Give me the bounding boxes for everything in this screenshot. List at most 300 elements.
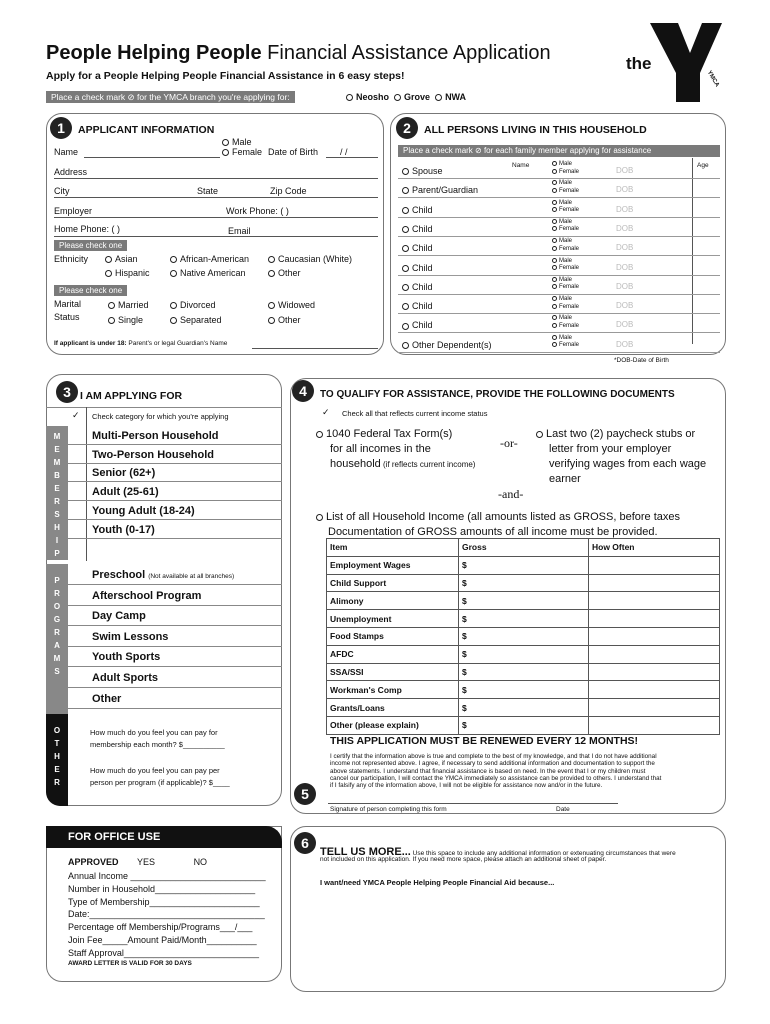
sidebar-letter: I	[55, 536, 59, 545]
sidebar-letter: E	[54, 765, 60, 774]
membership-option[interactable]	[68, 426, 282, 445]
section-1-title: APPLICANT INFORMATION	[78, 124, 215, 136]
member-female-radio[interactable]	[552, 265, 557, 270]
gender-male-label: Male	[232, 137, 252, 147]
signature-label: Signature of person completing this form	[330, 806, 447, 813]
page-title-rest: Financial Assistance Application	[261, 42, 551, 64]
certification-line: above statements. I understand that financial assistance is based on need. In the event that I or my children must	[330, 767, 646, 775]
program-option[interactable]	[68, 688, 282, 709]
office-field[interactable]: Type of Membership______________________	[68, 896, 260, 907]
eth-caucasian-label: Caucasian (White)	[278, 254, 353, 264]
dob-separator: / /	[340, 147, 348, 157]
program-option[interactable]	[68, 564, 282, 585]
sidebar-letter: M	[53, 432, 61, 441]
section-6-text2: not included on this application. If you need more space, please attach an additional sheet of paper.	[320, 856, 607, 863]
member-label: Child	[412, 223, 433, 234]
pay-program-q1: How much do you feel you can pay per	[90, 766, 220, 775]
certification-line: if I falsify any of the information above, I will not be eligible for assistance now and/or in the future.	[330, 782, 603, 790]
income-item: Grants/Loans	[327, 699, 459, 717]
signature-field[interactable]	[328, 803, 618, 804]
income-gross-cell[interactable]: $	[459, 574, 589, 592]
income-gross-cell[interactable]: $	[459, 627, 589, 645]
household-member	[402, 301, 433, 311]
member-female-radio[interactable]	[552, 246, 557, 251]
member-check-radio[interactable]	[402, 187, 409, 194]
state-label: State	[197, 186, 219, 196]
member-male-radio[interactable]	[552, 180, 557, 185]
doc-tax-l3: household	[330, 458, 381, 470]
mar-other-radio[interactable]	[268, 317, 275, 324]
section-3-title: I AM APPLYING FOR	[80, 390, 183, 402]
member-check-radio[interactable]	[402, 284, 409, 291]
income-how-often-cell[interactable]	[589, 556, 720, 574]
section-4-number: 4	[292, 380, 314, 402]
member-female-radio[interactable]	[552, 207, 557, 212]
member-label: Child	[412, 320, 433, 331]
income-item: Alimony	[327, 592, 459, 610]
section-3-hint: Check category for which you're applying	[92, 412, 229, 421]
sidebar-letter: A	[54, 641, 60, 650]
program-option[interactable]	[68, 646, 282, 667]
member-male-label: Male	[559, 334, 573, 341]
member-gender	[552, 335, 579, 350]
office-approved-row	[68, 857, 207, 867]
member-male	[552, 180, 579, 188]
home-phone-label: Home Phone: ( )	[54, 224, 121, 234]
member-female-label: Female	[559, 245, 580, 252]
program-preschool	[92, 569, 234, 581]
member-female	[552, 304, 579, 312]
gender-male-radio[interactable]	[222, 139, 229, 146]
sidebar-letter: E	[54, 445, 60, 454]
eth-hispanic-radio[interactable]	[105, 270, 112, 277]
award-notice: AWARD LETTER IS VALID FOR 30 DAYS	[68, 960, 192, 967]
branch-nwa-radio[interactable]	[435, 94, 442, 101]
income-item: Child Support	[327, 574, 459, 592]
logo-ymca: YMCA	[705, 69, 720, 89]
member-check-radio[interactable]	[402, 303, 409, 310]
household-footnote: *DOB-Date of Birth	[614, 357, 669, 364]
branch-grove-radio[interactable]	[394, 94, 401, 101]
member-gender	[552, 238, 579, 253]
office-field[interactable]: Staff Approval___________________________	[68, 947, 260, 958]
program-option[interactable]	[68, 667, 282, 688]
guardian-field[interactable]	[252, 348, 378, 349]
office-field[interactable]: Percentage off Membership/Programs___/___	[68, 922, 253, 933]
household-list	[398, 160, 720, 350]
office-field[interactable]: Number in Household____________________	[68, 883, 256, 894]
member-check-radio[interactable]	[402, 265, 409, 272]
income-how-often-cell[interactable]	[589, 699, 720, 717]
member-female	[552, 323, 579, 331]
mar-widowed-label: Widowed	[278, 300, 316, 310]
dob-label: Date of Birth	[268, 147, 319, 157]
pay-program-q2[interactable]: person per program (if applicable)? $____	[90, 778, 230, 787]
membership-option[interactable]	[68, 445, 282, 464]
sidebar-letter: O	[53, 602, 61, 611]
income-how-often-cell[interactable]	[589, 627, 720, 645]
income-item: AFDC	[327, 645, 459, 663]
income-gross-cell[interactable]: $	[459, 663, 589, 681]
eth-asian-radio[interactable]	[105, 256, 112, 263]
income-gross-cell[interactable]: $	[459, 610, 589, 628]
branch-neosho-radio[interactable]	[346, 94, 353, 101]
applicant-gender	[222, 137, 262, 157]
member-female-label: Female	[559, 284, 580, 291]
section-2-number: 2	[396, 117, 418, 139]
office-field[interactable]: Join Fee_____Amount Paid/Month__________	[68, 934, 257, 945]
member-gender	[552, 258, 579, 273]
member-dob-placeholder[interactable]: DOB	[616, 281, 634, 291]
member-female-label: Female	[559, 207, 580, 214]
member-male-label: Male	[559, 161, 573, 168]
doc-paystubs-l1: Last two (2) paycheck stubs or	[546, 428, 696, 440]
sidebar-letter: R	[54, 778, 60, 787]
member-label: Child	[412, 262, 433, 273]
household-row	[398, 237, 720, 256]
sidebar-letter: H	[54, 523, 60, 532]
sidebar-letters	[46, 426, 68, 560]
sidebar-letter: M	[53, 458, 61, 467]
member-female-radio[interactable]	[552, 188, 557, 193]
program-option[interactable]	[68, 605, 282, 626]
member-male	[552, 219, 579, 227]
member-female-radio[interactable]	[552, 342, 557, 347]
certification-line: cancel our participation, I will contact the YMCA immediately so assistance can be provided to others. I understand that	[330, 774, 662, 782]
member-dob-placeholder[interactable]: DOB	[616, 243, 634, 253]
member-female-label: Female	[559, 187, 580, 194]
member-check-radio[interactable]	[402, 168, 409, 175]
section-6-textarea[interactable]	[320, 890, 716, 986]
certification-line: income not represented above. I agree, if necessary to send additional information and documentation to support the	[330, 760, 655, 768]
membership-option[interactable]	[68, 520, 282, 539]
certification-text	[330, 753, 661, 789]
member-female-radio[interactable]	[552, 284, 557, 289]
branch-nwa-label: NWA	[445, 92, 467, 102]
program-label: Youth Sports	[92, 651, 161, 664]
member-male-radio[interactable]	[552, 315, 557, 320]
member-female	[552, 284, 579, 292]
member-male-label: Male	[559, 296, 573, 303]
income-item: SSA/SSI	[327, 663, 459, 681]
eth-african-american-radio[interactable]	[170, 256, 177, 263]
member-label: Parent/Guardian	[412, 185, 479, 196]
member-female-radio[interactable]	[552, 169, 557, 174]
other-sidebar	[46, 714, 68, 806]
member-dob-placeholder[interactable]: DOB	[616, 262, 634, 272]
member-male-radio[interactable]	[552, 219, 557, 224]
member-gender	[552, 219, 579, 234]
income-row	[327, 645, 720, 663]
income-gross-cell[interactable]: $	[459, 716, 589, 734]
mar-separated-radio[interactable]	[170, 317, 177, 324]
member-male-radio[interactable]	[552, 238, 557, 243]
employer-field[interactable]	[54, 217, 378, 218]
member-dob-placeholder[interactable]: DOB	[616, 320, 634, 330]
eth-other	[268, 268, 301, 278]
program-label: Afterschool Program	[92, 589, 202, 602]
household-col-name: Name	[512, 162, 530, 169]
eth-asian-label: Asian	[115, 254, 138, 264]
member-female	[552, 246, 579, 254]
member-dob-placeholder[interactable]: DOB	[616, 223, 634, 233]
member-check-radio[interactable]	[402, 342, 409, 349]
household-col-age: Age	[697, 162, 709, 169]
section-4-checkmark: ✓	[322, 407, 330, 417]
program-label: Day Camp	[92, 610, 146, 623]
member-label: Child	[412, 243, 433, 254]
membership-label: Multi-Person Household	[92, 430, 219, 442]
income-row	[327, 627, 720, 645]
member-male-label: Male	[559, 257, 573, 264]
member-dob-placeholder[interactable]: DOB	[616, 166, 634, 175]
member-female	[552, 207, 579, 215]
member-male-label: Male	[559, 315, 573, 322]
employer-label: Employer	[54, 206, 93, 216]
eth-hispanic	[105, 268, 150, 278]
income-how-often-cell[interactable]	[589, 574, 720, 592]
member-gender	[552, 161, 579, 176]
phone-email-field[interactable]	[54, 236, 378, 237]
household-row	[398, 334, 720, 353]
income-row	[327, 716, 720, 734]
member-check-radio[interactable]	[402, 207, 409, 214]
member-male-radio[interactable]	[552, 258, 557, 263]
sidebar-letter: P	[54, 576, 60, 585]
office-no[interactable]: NO	[193, 857, 208, 867]
section-6-prompt: I want/need YMCA People Helping People Financial Aid because...	[320, 878, 555, 887]
member-male-label: Male	[559, 238, 573, 245]
sidebar-letter: O	[53, 726, 61, 735]
name-field[interactable]	[84, 157, 220, 158]
sidebar-letters	[46, 714, 68, 789]
sidebar-letter: T	[54, 739, 60, 748]
guardian-label-bold: If applicant is under 18:	[54, 340, 127, 347]
member-female	[552, 169, 579, 177]
membership-list	[68, 426, 282, 560]
membership-sidebar	[46, 426, 68, 560]
doc-income-radio[interactable]	[316, 514, 323, 521]
and-separator: -and-	[498, 487, 524, 501]
income-gross-cell[interactable]: $	[459, 556, 589, 574]
member-female-label: Female	[559, 168, 580, 175]
member-female	[552, 188, 579, 196]
eth-native-american-label: Native American	[180, 268, 246, 278]
member-female	[552, 226, 579, 234]
income-item: Workman's Comp	[327, 681, 459, 699]
household-member	[402, 243, 433, 253]
certification-line: I certify that the information above is true and complete to the best of my knowledge, and that I do not have additional	[330, 753, 657, 760]
guardian-label	[54, 340, 227, 347]
member-dob-placeholder[interactable]: DOB	[616, 301, 634, 311]
income-table	[326, 538, 720, 735]
branch-prompt: Place a check mark ⊘ for the YMCA branch you're applying for:	[46, 91, 295, 103]
date-label: Date	[556, 806, 570, 813]
program-option[interactable]	[68, 626, 282, 647]
member-male	[552, 161, 579, 169]
income-gross-cell[interactable]: $	[459, 645, 589, 663]
doc-paystubs-l3: verifying wages from each wage	[549, 458, 707, 470]
member-male	[552, 238, 579, 246]
eth-native-american	[170, 268, 246, 278]
member-female	[552, 265, 579, 273]
income-row	[327, 699, 720, 717]
mar-separated-label: Separated	[180, 315, 222, 325]
mar-married-radio[interactable]	[108, 302, 115, 309]
eth-native-american-radio[interactable]	[170, 270, 177, 277]
membership-option[interactable]	[68, 463, 282, 482]
income-gross-cell[interactable]: $	[459, 699, 589, 717]
ymca-logo	[620, 18, 730, 103]
income-col-item: Item	[327, 539, 459, 557]
sidebar-letter: R	[54, 589, 60, 598]
income-gross-cell[interactable]: $	[459, 592, 589, 610]
sidebar-letter: R	[54, 497, 60, 506]
member-dob-placeholder[interactable]: DOB	[616, 339, 634, 349]
mar-other-label: Other	[278, 315, 301, 325]
household-row-line	[398, 352, 720, 353]
household-member	[402, 224, 433, 234]
member-male-radio[interactable]	[552, 335, 557, 340]
member-female-radio[interactable]	[552, 323, 557, 328]
sidebar-letter: M	[53, 654, 61, 663]
income-col-gross: Gross	[459, 539, 589, 557]
pay-membership-q1: How much do you feel you can pay for	[90, 728, 218, 737]
member-label: Other Dependent(s)	[412, 339, 492, 350]
doc-income-l2: Documentation of GROSS amounts of all income must be provided.	[328, 526, 658, 538]
household-member	[402, 340, 492, 350]
income-how-often-cell[interactable]	[589, 716, 720, 734]
marital-label: Marital	[54, 299, 82, 309]
member-dob-placeholder[interactable]: DOB	[616, 204, 634, 214]
income-how-often-cell[interactable]	[589, 645, 720, 663]
income-row	[327, 592, 720, 610]
member-label: Child	[412, 281, 433, 292]
work-phone-label: Work Phone: ( )	[226, 206, 289, 216]
email-label: Email	[228, 226, 251, 236]
household-member	[402, 185, 478, 195]
member-gender	[552, 200, 579, 215]
member-male-radio[interactable]	[552, 200, 557, 205]
income-gross-cell[interactable]: $	[459, 681, 589, 699]
doc-option-income-list	[316, 510, 680, 540]
doc-option-paystubs	[536, 427, 706, 487]
household-member	[402, 282, 433, 292]
household-member	[402, 205, 433, 215]
status-label: Status	[54, 312, 80, 322]
program-label: Other	[92, 692, 122, 705]
income-how-often-cell[interactable]	[589, 663, 720, 681]
mar-married-label: Married	[118, 300, 149, 310]
member-male-radio[interactable]	[552, 277, 557, 282]
mar-single-radio[interactable]	[108, 317, 115, 324]
programs-list	[68, 564, 282, 714]
member-male-label: Male	[559, 199, 573, 206]
section-5-number: 5	[294, 783, 316, 805]
household-row	[398, 179, 720, 198]
dob-field[interactable]	[326, 157, 378, 158]
member-male-label: Male	[559, 180, 573, 187]
member-check-radio[interactable]	[402, 323, 409, 330]
member-female-radio[interactable]	[552, 226, 557, 231]
ethnicity-label: Ethnicity	[54, 254, 89, 264]
mar-other	[268, 315, 301, 325]
member-gender	[552, 315, 579, 330]
eth-other-radio[interactable]	[268, 270, 275, 277]
mar-widowed	[268, 300, 315, 310]
office-field[interactable]: Annual Income ___________________________	[68, 871, 266, 881]
section-2-title: ALL PERSONS LIVING IN THIS HOUSEHOLD	[424, 124, 647, 136]
eth-hispanic-label: Hispanic	[115, 268, 150, 278]
member-male-radio[interactable]	[552, 161, 557, 166]
member-check-radio[interactable]	[402, 226, 409, 233]
sidebar-letter: S	[54, 667, 60, 676]
income-row	[327, 610, 720, 628]
member-male-radio[interactable]	[552, 296, 557, 301]
office-yes[interactable]: YES	[137, 857, 156, 867]
office-lines	[68, 870, 266, 960]
section-6-text1: Use this space to include any additional information or extenuating circumstances that were	[410, 850, 676, 857]
income-row	[327, 574, 720, 592]
member-gender	[552, 296, 579, 311]
member-check-radio[interactable]	[402, 245, 409, 252]
doc-tax-l2: for all incomes in the	[330, 443, 431, 455]
mar-divorced-radio[interactable]	[170, 302, 177, 309]
mar-widowed-radio[interactable]	[268, 302, 275, 309]
sidebar-letter: S	[54, 510, 60, 519]
section-3-checkmark: ✓	[72, 410, 80, 420]
mar-divorced	[170, 300, 216, 310]
membership-label: Youth (0-17)	[92, 523, 155, 536]
mar-separated	[170, 315, 222, 325]
member-dob-placeholder[interactable]: DOB	[616, 185, 634, 195]
income-how-often-cell[interactable]	[589, 592, 720, 610]
member-female-label: Female	[559, 342, 580, 349]
section-3-divider	[46, 407, 282, 408]
doc-paystubs-radio[interactable]	[536, 431, 543, 438]
member-female-label: Female	[559, 323, 580, 330]
or-separator: -or-	[500, 436, 518, 450]
office-field[interactable]: Date:___________________________________	[68, 909, 265, 920]
doc-tax-radio[interactable]	[316, 431, 323, 438]
address-field[interactable]	[54, 178, 378, 179]
membership-label: Young Adult (18-24)	[92, 504, 195, 517]
pay-membership-q2[interactable]: membership each month? $__________	[90, 740, 225, 749]
member-male	[552, 258, 579, 266]
household-member	[402, 166, 443, 176]
member-female-radio[interactable]	[552, 304, 557, 309]
logo-the: the	[626, 54, 652, 73]
member-male	[552, 200, 579, 208]
program-option[interactable]	[68, 585, 282, 606]
income-how-often-cell[interactable]	[589, 681, 720, 699]
household-row	[398, 314, 720, 333]
program-label: Adult Sports	[92, 672, 158, 684]
city-state-zip-field[interactable]	[54, 197, 378, 198]
income-how-often-cell[interactable]	[589, 610, 720, 628]
zip-label: Zip Code	[270, 186, 307, 196]
membership-option[interactable]	[68, 501, 282, 520]
eth-caucasian-radio[interactable]	[268, 256, 275, 263]
gender-female-radio[interactable]	[222, 149, 229, 156]
section-6-title: TELL US MORE...	[320, 846, 411, 858]
household-row	[398, 257, 720, 276]
income-row	[327, 681, 720, 699]
sidebar-letter: H	[54, 752, 60, 761]
section-3-number: 3	[56, 381, 78, 403]
member-male-label: Male	[559, 218, 573, 225]
membership-option[interactable]	[68, 482, 282, 501]
